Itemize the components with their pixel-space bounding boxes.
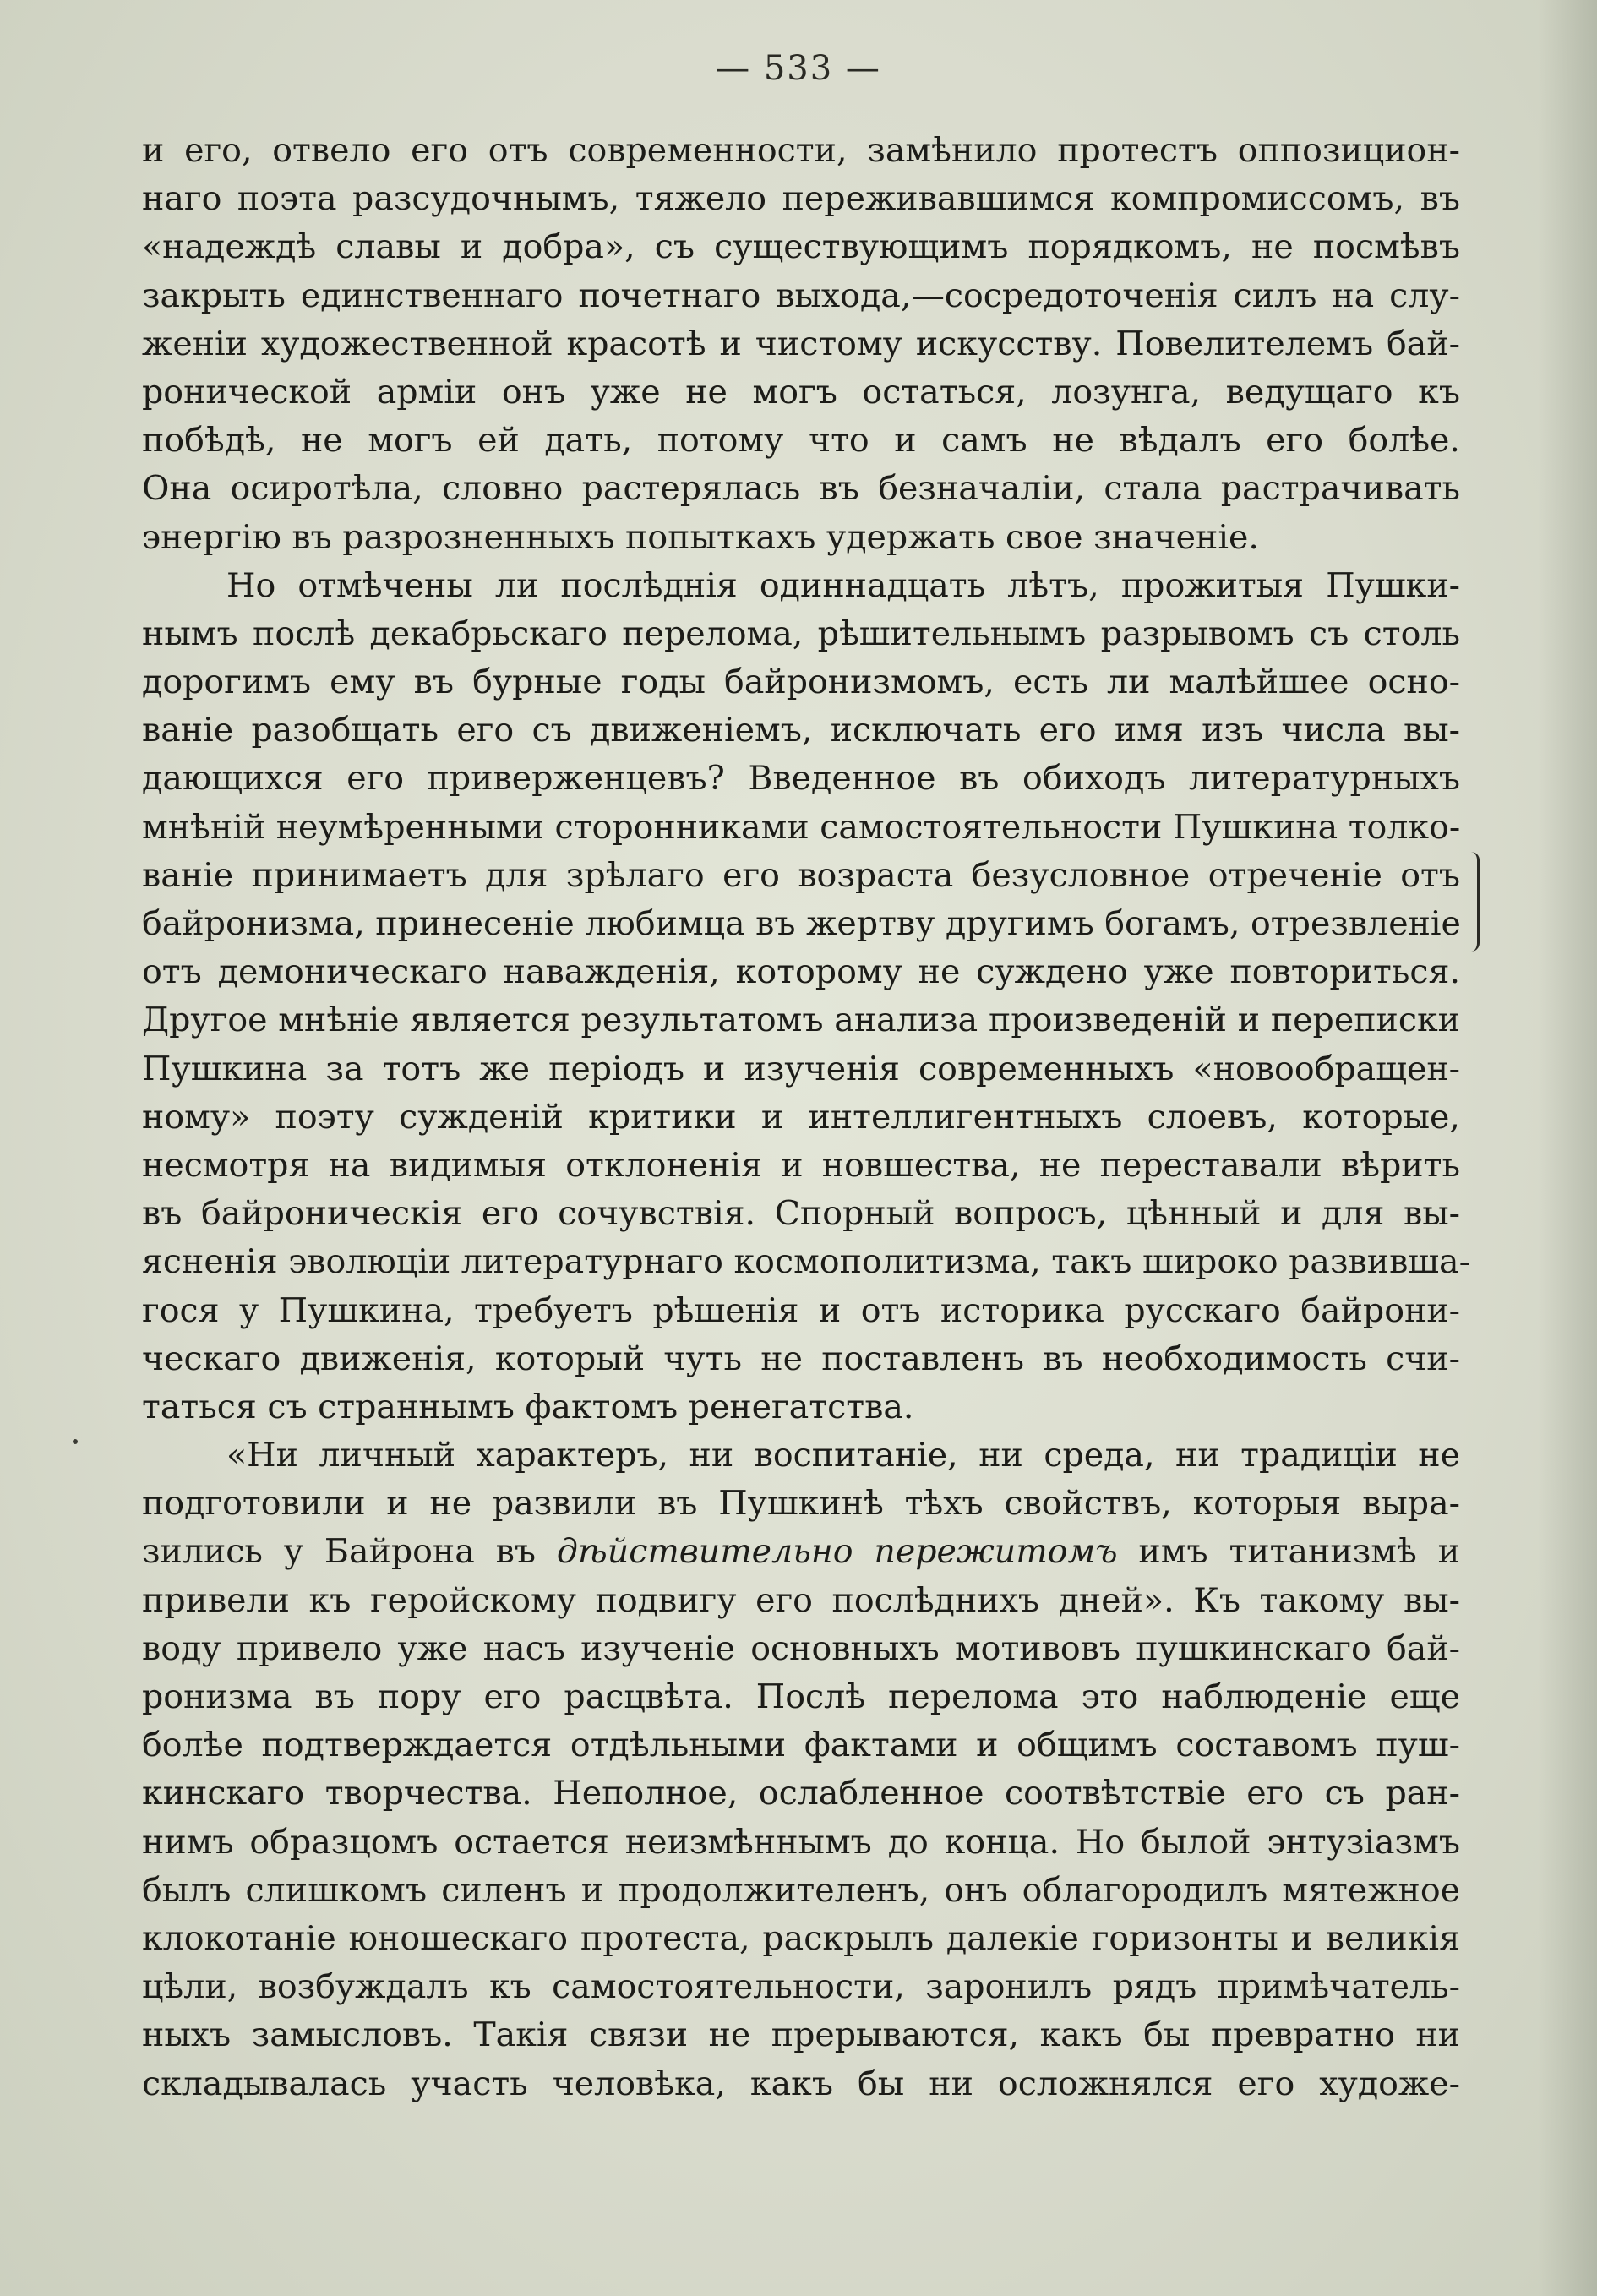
text-line: Другое мнѣніе является результатомъ анализа произведеній и переписки [142,1001,1460,1040]
text-line: байронизма, принесеніе любимца въ жертву другимъ богамъ, отрезвленіе [142,904,1461,943]
text-line: ному» поэту сужденій критики и интеллигентныхъ слоевъ, которые, [142,1097,1460,1137]
text-line: подготовили и не развили въ Пушкинѣ тѣхъ свойствъ, которыя выра- [142,1484,1460,1524]
text-line: и его, отвело его отъ современности, замѣнило протестъ оппозицион- [142,131,1460,170]
text-line: несмотря на видимыя отклоненія и новшества, не переставали вѣрить [142,1145,1460,1185]
margin-pencil-mark [1465,852,1480,952]
body-text [142,127,1470,2108]
text-line: таться съ страннымъ фактомъ ренегатства. [142,1387,914,1426]
text-line: нимъ образцомъ остается неизмѣннымъ до конца. Но былой энтузіазмъ [142,1822,1460,1862]
text-line: цѣли, возбуждалъ къ самостоятельности, заронилъ рядъ примѣчатель- [142,1967,1460,2007]
text-line: нымъ послѣ декабрьскаго перелома, рѣшительнымъ разрывомъ съ столь [142,614,1460,653]
text-line: энергію въ разрозненныхъ попыткахъ удержать свое значеніе. [142,517,1259,557]
text-line: болѣе подтверждается отдѣльными фактами и общимъ составомъ пуш- [142,1726,1460,1765]
text-line-with-italic [142,1528,1460,1576]
text-line: Она осиротѣла, словно растерялась въ безначаліи, стала растрачивать [142,469,1460,509]
page-number: — 533 — [716,49,881,88]
italic-emphasis: дѣйствительно пережитомъ [556,1532,1118,1572]
text-line: ваніе разобщать его съ движеніемъ, исключать его имя изъ числа вы- [142,711,1460,750]
text-line: отъ демоническаго наважденія, которому не суждено уже повториться. [142,952,1460,992]
text-line: ваніе принимаетъ для зрѣлаго его возраста безусловное отреченіе отъ [142,855,1460,895]
text-line: складывалась участь человѣка, какъ бы ни осложнялся его художе- [142,2064,1460,2103]
text-line: мнѣній неумѣренными сторонниками самостоятельности Пушкина толко- [142,807,1461,847]
text-line: клокотаніе юношескаго протеста, раскрылъ далекіе горизонты и великія [142,1918,1460,1958]
text-line: воду привело уже насъ изученіе основныхъ мотивовъ пушкинскаго бай- [142,1628,1460,1668]
text-line: ясненія эволюціи литературнаго космополитизма, такъ широко развивша- [142,1242,1470,1282]
text-line: дорогимъ ему въ бурные годы байронизмомъ, есть ли малѣйшее осно- [142,663,1460,702]
text-line: ныхъ замысловъ. Такія связи не прерываются, какъ бы превратно ни [142,2015,1460,2055]
text-line: кинскаго творчества. Неполное, ослабленное соотвѣтствіе его съ ран- [142,1774,1460,1813]
margin-dot [73,1439,78,1444]
text-line: закрыть единственнаго почетнаго выхода,—сосредоточенія силъ на слу- [142,275,1460,315]
text-segment: имъ титанизмѣ и [1117,1532,1460,1572]
text-line: привели къ геройскому подвигу его послѣднихъ дней». Къ такому вы- [142,1580,1460,1620]
text-line: ронизма въ пору его расцвѣта. Послѣ перелома это наблюденіе еще [142,1677,1460,1716]
paragraph-first-line: Но отмѣчены ли послѣднія одиннадцать лѣтъ, прожитыя Пушки- [226,565,1460,605]
text-line: «надеждѣ славы и добра», съ существующимъ порядкомъ, не посмѣвъ [142,227,1460,267]
paragraph-first-line: «Ни личный характеръ, ни воспитаніе, ни среда, ни традиціи не [226,1436,1460,1475]
text-line: побѣдѣ, не могъ ей дать, потому что и самъ не вѣдалъ его болѣе. [142,421,1460,461]
text-line: ронической арміи онъ уже не могъ остаться, лозунга, ведущаго къ [142,372,1460,412]
text-line: ческаго движенія, который чуть не поставленъ въ необходимость счи- [142,1339,1460,1378]
text-line: гося у Пушкина, требуетъ рѣшенія и отъ историка русскаго байрони- [142,1290,1460,1330]
text-line: Пушкина за тотъ же періодъ и изученія современныхъ «новообращен- [142,1049,1460,1088]
text-line: дающихся его приверженцевъ? Введенное въ обиходъ литературныхъ [142,759,1460,799]
text-line: былъ слишкомъ силенъ и продолжителенъ, онъ облагородилъ мятежное [142,1870,1460,1910]
text-line: въ байроническія его сочувствія. Спорный вопросъ, цѣнный и для вы- [142,1194,1460,1234]
binding-shadow [1538,0,1597,2296]
text-segment: зились у Байрона въ [142,1532,557,1572]
text-line: женіи художественной красотѣ и чистому искусству. Повелителемъ бай- [142,324,1460,363]
text-line: наго поэта разсудочнымъ, тяжело переживавшимся компромиссомъ, въ [142,179,1460,219]
